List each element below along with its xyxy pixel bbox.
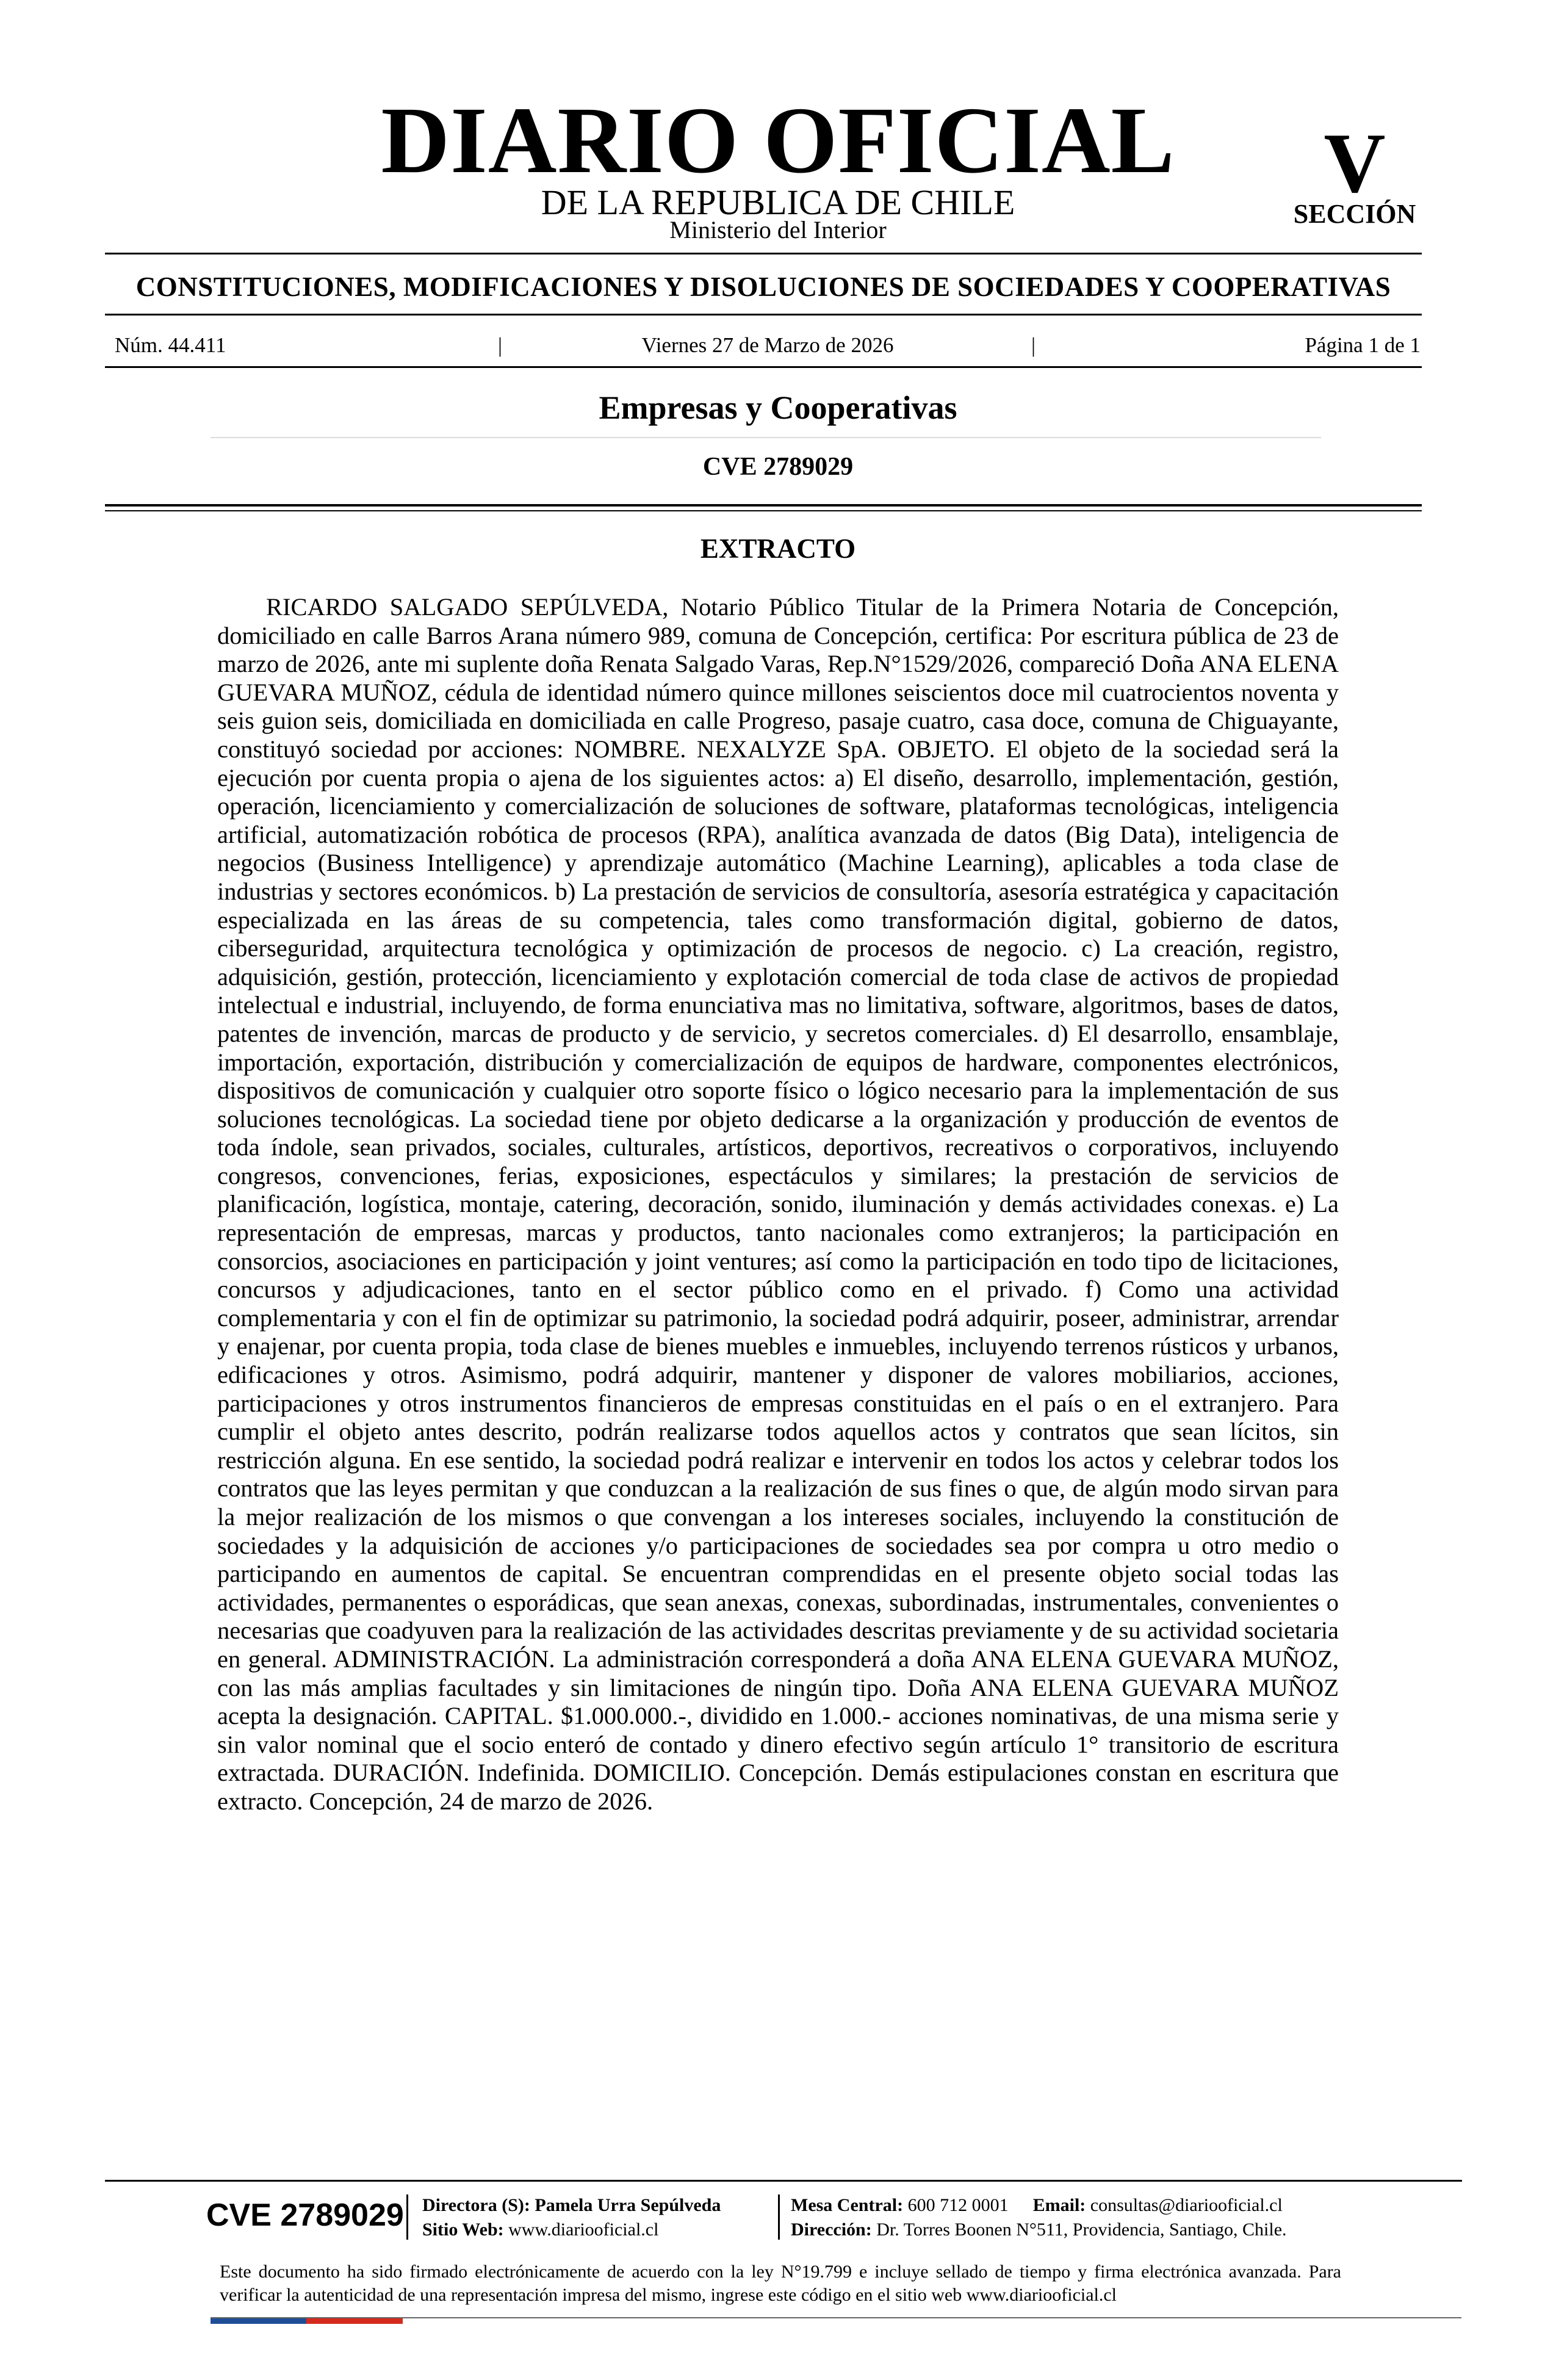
- page-indicator: Página 1 de 1: [1305, 333, 1421, 357]
- newspaper-subtitle: DE LA REPUBLICA DE CHILE: [541, 182, 1015, 222]
- issue-date: Viernes 27 de Marzo de 2026: [641, 333, 894, 357]
- section-letter: V: [1324, 116, 1386, 211]
- footer-divider: [778, 2194, 780, 2240]
- footer-contact-left: [422, 2193, 721, 2242]
- flag-stripe-blue: [211, 2318, 306, 2324]
- header-rule-bottom: [105, 366, 1422, 368]
- masthead: [0, 87, 1556, 250]
- document-title: EXTRACTO: [700, 533, 856, 564]
- section-divider: [211, 437, 1321, 438]
- cve-code: CVE 2789029: [702, 453, 854, 481]
- body-paragraph: RICARDO SALGADO SEPÚLVEDA, Notario Público Titular de la Primera Notaria de Concepción, domiciliado en calle Barros Arana número 989, comuna de Concepción, certifica: Por escritura pública de 23 de marzo de 2026, ante mi suplente doña Renata Salgado Varas, Rep.N°1529/2026, compareció Doña ANA ELENA GUEVARA MUÑOZ, cédula de identidad número quince millones seiscientos doce mil cuatrocientos noventa y seis guion seis, domiciliada en domiciliada en calle Progreso, pasaje cuatro, casa doce, comuna de Chiguayante, constituyó sociedad por acciones: NOMBRE. NEXALYZE SpA. OBJETO. El objeto de la sociedad será la ejecución por cuenta propia o ajena de los siguientes actos: a) El diseño, desarrollo, implementación, gestión, operación, licenciamiento y comercialización de soluciones de software, plataformas tecnológicas, inteligencia artificial, automatización robótica de procesos (RPA), analítica avanzada de datos (Big Data), inteligencia de negocios (Business Intelligence) y aprendizaje automático (Machine Learning), aplicables a toda clase de industrias y sectores económicos. b) La prestación de servicios de consultoría, asesoría estratégica y capacitación especializada en las áreas de su competencia, tales como transformación digital, gobierno de datos, ciberseguridad, arquitectura tecnológica y optimización de procesos de negocio. c) La creación, registro, adquisición, gestión, protección, licenciamiento y explotación comercial de toda clase de activos de propiedad intelectual e industrial, incluyendo, de forma enunciativa mas no limitativa, software, algoritmos, bases de datos, patentes de invención, marcas de producto y de servicio, y secretos comerciales. d) El desarrollo, ensamblaje, importación, exportación, distribución y comercialización de equipos de hardware, componentes electrónicos, dispositivos de comunicación y cualquier otro soporte físico o lógico necesario para la implementación de sus soluciones tecnológicas. La sociedad tiene por objeto dedicarse a la organización y producción de eventos de toda índole, sean privados, sociales, culturales, artísticos, deportivos, recreativos o corporativos, incluyendo congresos, convenciones, ferias, exposiciones, espectáculos y similares; la prestación de servicios de planificación, logística, montaje, catering, decoración, sonido, iluminación y demás actividades conexas. e) La representación de empresas, marcas y productos, tanto nacionales como extranjeros; la participación en consorcios, asociaciones en participación y joint ventures; así como la participación en todo tipo de licitaciones, concursos y adjudicaciones, tanto en el sector público como en el privado. f) Como una actividad complementaria y con el fin de optimizar su patrimonio, la sociedad podrá adquirir, poseer, administrar, arrendar y enajenar, por cuenta propia, toda clase de bienes muebles e inmuebles, incluyendo terrenos rústicos y urbanos, edificaciones y otros. Asimismo, podrá adquirir, mantener y disponer de valores mobiliarios, acciones, participaciones y otros instrumentos financieros de empresas constituidas en el país o en el extranjero. Para cumplir el objeto antes descrito, podrán realizarse todos aquellos actos y contratos que sean lícitos, sin restricción alguna. En ese sentido, la sociedad podrá realizar e intervenir en todos los actos y celebrar todos los contratos que las leyes permitan y que conduzcan a la realización de sus fines o que, de algún modo sirvan para la mejor realización de los mismos o que convengan a los intereses sociales, incluyendo la constitución de sociedades y la adquisición de acciones y/o participaciones de sociedades sea por compra u otro medio o participando en aumentos de capital. Se encuentran comprendidas en el presente objeto social todas las actividades, permanentes o esporádicas, que sean anexas, conexas, subordinadas, instrumentales, convenientes o necesarias que coadyuven para la realización de las actividades descritas previamente y de su actividad societaria en general. ADMINISTRACIÓN. La administración corresponderá a doña ANA ELENA GUEVARA MUÑOZ, con las más amplias facultades y sin limitaciones de ningún tipo. Doña ANA ELENA GUEVARA MUÑOZ acepta la designación. CAPITAL. $1.000.000.-, dividido en 1.000.- acciones nominativas, de una misma serie y sin valor nominal que el socio enteró de contado y dinero efectivo según artículo 1° transitorio de escritura extractada. DURACIÓN. Indefinida. DOMICILIO. Concepción. Demás estipulaciones constan en escritura que extracto. Concepción, 24 de marzo de 2026.: [217, 593, 1339, 1815]
- newspaper-title: DIARIO OFICIAL: [381, 87, 1175, 193]
- content-rule-thick: [105, 504, 1422, 507]
- section-title: Empresas y Cooperativas: [599, 389, 957, 426]
- signature-notice: Este documento ha sido firmado electrónicamente de acuerdo con la ley N°19.799 e incluye sellado de tiempo y firma electrónica avanzada. Para verificar la autenticidad de una representación impresa del mismo, ingrese este código en el sitio web www.diariooficial.cl: [220, 2262, 1341, 2305]
- section-label: SECCIÓN: [1293, 199, 1416, 229]
- content-rule-thin: [105, 510, 1422, 511]
- address-label: Dirección:: [791, 2220, 872, 2240]
- footer-cve-code: CVE 2789029: [206, 2198, 404, 2233]
- site-link[interactable]: www.diariooficial.cl: [508, 2220, 659, 2240]
- footer-contact-right: [791, 2193, 1287, 2242]
- issue-number: Núm. 44.411: [115, 333, 226, 357]
- header-rule-middle: [105, 314, 1422, 316]
- info-separator: |: [498, 333, 503, 357]
- director-name: Pamela Urra Sepúlveda: [535, 2195, 721, 2215]
- director-label: Directora (S):: [422, 2195, 530, 2215]
- flag-stripe-red: [306, 2318, 403, 2324]
- phone-number: 600 712 0001: [907, 2195, 1009, 2215]
- footer-divider: [406, 2194, 408, 2240]
- site-label: Sitio Web:: [422, 2220, 504, 2240]
- category-heading: CONSTITUCIONES, MODIFICACIONES Y DISOLUCIONES DE SOCIEDADES Y COOPERATIVAS: [135, 272, 1391, 302]
- email-label: Email:: [1032, 2195, 1086, 2215]
- body-text: [217, 593, 1339, 1816]
- email-link[interactable]: consultas@diariooficial.cl: [1090, 2195, 1283, 2215]
- info-separator: |: [1031, 333, 1036, 357]
- footer-rule: [105, 2180, 1462, 2182]
- phone-label: Mesa Central:: [791, 2195, 904, 2215]
- header-rule-top: [105, 253, 1422, 254]
- ministry-label: Ministerio del Interior: [669, 216, 887, 243]
- address-value: Dr. Torres Boonen N°511, Providencia, Santiago, Chile.: [876, 2220, 1287, 2240]
